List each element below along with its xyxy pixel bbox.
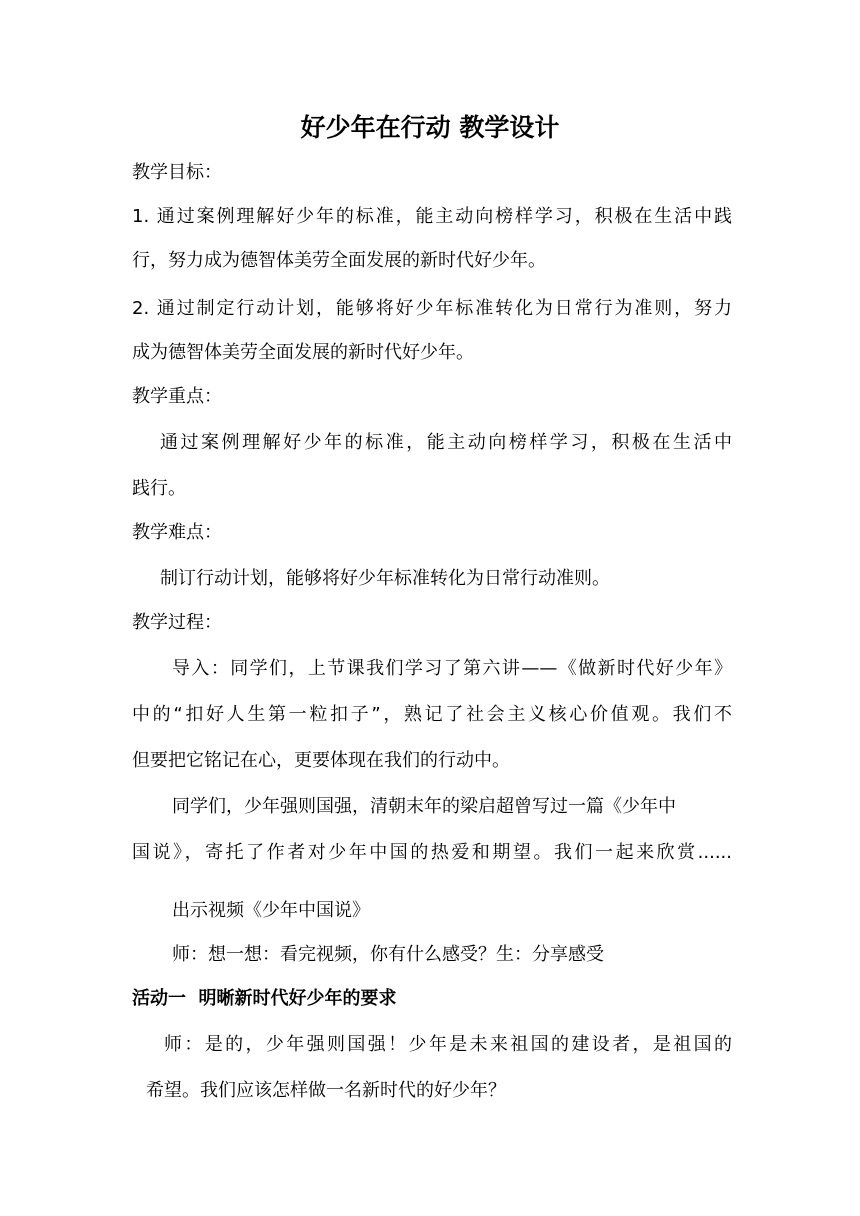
teacher-answer-line-2: 希望。我们应该怎样做一名新时代的好少年？	[146, 1080, 506, 1101]
paragraph-2-line-1: 同学们，少年强则国强，清朝末年的梁启超曾写过一篇《少年中	[172, 796, 676, 817]
difficulty-line-1: 制订行动计划，能够将好少年标准转化为日常行动准则。	[160, 568, 610, 589]
video-line: 出示视频《少年中国说》	[172, 900, 370, 921]
intro-line-3: 但要把它铭记在心，更要体现在我们的行动中。	[132, 750, 510, 771]
objective-2-line-1: 2. 通过制定行动计划，能够将好少年标准转化为日常行为准则，努力	[132, 298, 732, 319]
objective-1-line-1: 1. 通过案例理解好少年的标准，能主动向榜样学习，积极在生活中践	[132, 206, 732, 227]
objective-1-line-2: 行，努力成为德智体美劳全面发展的新时代好少年。	[132, 250, 546, 271]
key-points-line-1: 通过案例理解好少年的标准，能主动向榜样学习，积极在生活中	[160, 432, 732, 453]
process-heading: 教学过程：	[132, 612, 222, 633]
key-points-line-2: 践行。	[132, 478, 186, 499]
key-points-heading: 教学重点：	[132, 386, 222, 407]
objective-2-line-2: 成为德智体美劳全面发展的新时代好少年。	[132, 342, 474, 363]
difficulty-heading: 教学难点：	[132, 522, 222, 543]
teacher-answer-line-1: 师：是的，少年强则国强！少年是未来祖国的建设者，是祖国的	[164, 1034, 732, 1055]
teacher-question-line: 师：想一想：看完视频，你有什么感受？生：分享感受	[172, 944, 604, 965]
intro-line-2: 中的“扣好人生第一粒扣子”，熟记了社会主义核心价值观。我们不	[132, 704, 732, 725]
activity-1-heading: 活动一 明晰新时代好少年的要求	[132, 988, 397, 1009]
paragraph-2-line-2: 国说》，寄托了作者对少年中国的热爱和期望。我们一起来欣赏......	[132, 842, 732, 863]
objectives-heading: 教学目标：	[132, 162, 222, 183]
document-title: 好少年在行动 教学设计	[300, 113, 560, 142]
intro-line-1: 导入：同学们，上节课我们学习了第六讲——《做新时代好少年》	[172, 658, 732, 679]
